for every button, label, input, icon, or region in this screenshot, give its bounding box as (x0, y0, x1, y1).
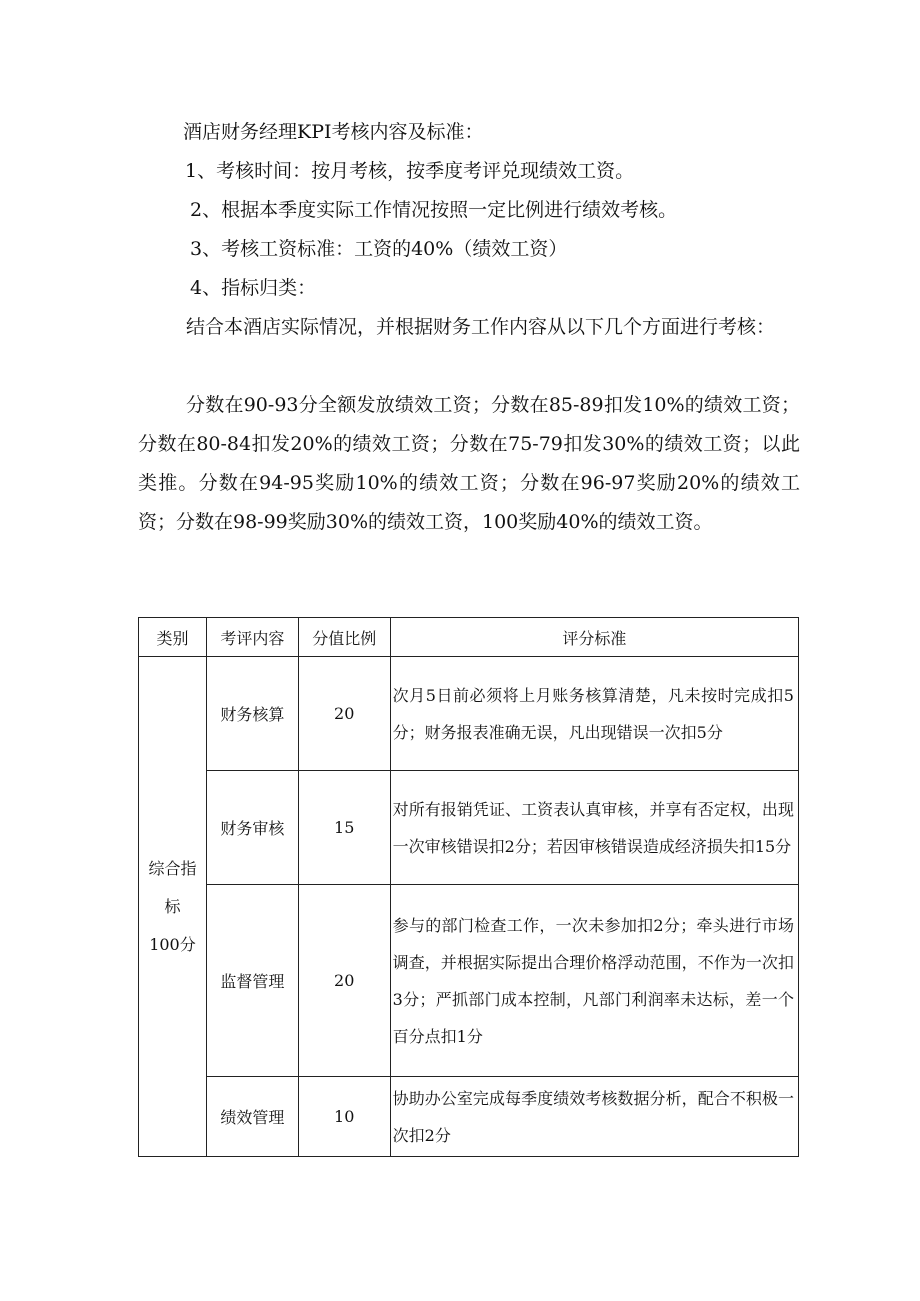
category-line-3: 100分 (149, 934, 196, 954)
row-item: 监督管理 (206, 885, 298, 1077)
table-header-row (139, 618, 799, 657)
intro-paragraph (138, 308, 800, 347)
table-row (139, 771, 799, 885)
row-standard: 对所有报销凭证、工资表认真审核，并享有否定权，出现一次审核错误扣2分；若因审核错误造成经济损失扣15分 (390, 771, 798, 885)
header-score-ratio: 分值比例 (298, 618, 390, 657)
header-content: 考评内容 (206, 618, 298, 657)
table-row (139, 657, 799, 771)
kpi-table (138, 617, 799, 1157)
row-item: 绩效管理 (206, 1077, 298, 1157)
header-category: 类别 (139, 618, 207, 657)
item-indicator-classification: 4、指标归类： (190, 277, 317, 299)
row-standard: 次月5日前必须将上月账务核算清楚，凡未按时完成扣5分；财务报表准确无误，凡出现错误一次扣5分 (390, 657, 798, 771)
table-row (139, 885, 799, 1077)
item-assessment-basis: 2、根据本季度实际工作情况按照一定比例进行绩效考核。 (190, 199, 678, 221)
category-line-1: 综合指 (148, 858, 197, 878)
row-score: 15 (298, 771, 390, 885)
category-cell (139, 657, 207, 1157)
paragraph-2: 分数在90-93分全额发放绩效工资；分数在85-89扣发10%的绩效工资；分数在80-84扣发20%的绩效工资；分数在75-79扣发30%的绩效工资；以此类推。分数在94-95奖励10%的绩效工资；分数在96-97奖励20%的绩效工资；分数在98-99奖励30%的绩效工资，100奖励40%的绩效工资。 (138, 394, 800, 533)
row-score: 20 (298, 657, 390, 771)
row-standard: 参与的部门检查工作，一次未参加扣2分；牵头进行市场调查，并根据实际提出合理价格浮动范围，不作为一次扣3分；严抓部门成本控制，凡部门利润率未达标，差一个百分点扣1分 (390, 885, 798, 1077)
table-row (139, 1077, 799, 1157)
item-salary-standard: 3、考核工资标准：工资的40%（绩效工资） (190, 238, 568, 260)
item-assessment-time: 1、考核时间：按月考核，按季度考评兑现绩效工资。 (185, 160, 635, 182)
document-title: 酒店财务经理KPI考核内容及标准： (183, 121, 484, 143)
paragraph-1: 结合本酒店实际情况，并根据财务工作内容从以下几个方面进行考核： (186, 316, 776, 338)
category-line-2: 标 (164, 896, 181, 916)
row-item: 财务审核 (206, 771, 298, 885)
row-item: 财务核算 (206, 657, 298, 771)
row-standard: 协助办公室完成每季度绩效考核数据分析，配合不积极一次扣2分 (390, 1077, 798, 1157)
header-standard: 评分标准 (390, 618, 798, 657)
score-rules-paragraph (138, 386, 800, 542)
row-score: 20 (298, 885, 390, 1077)
row-score: 10 (298, 1077, 390, 1157)
